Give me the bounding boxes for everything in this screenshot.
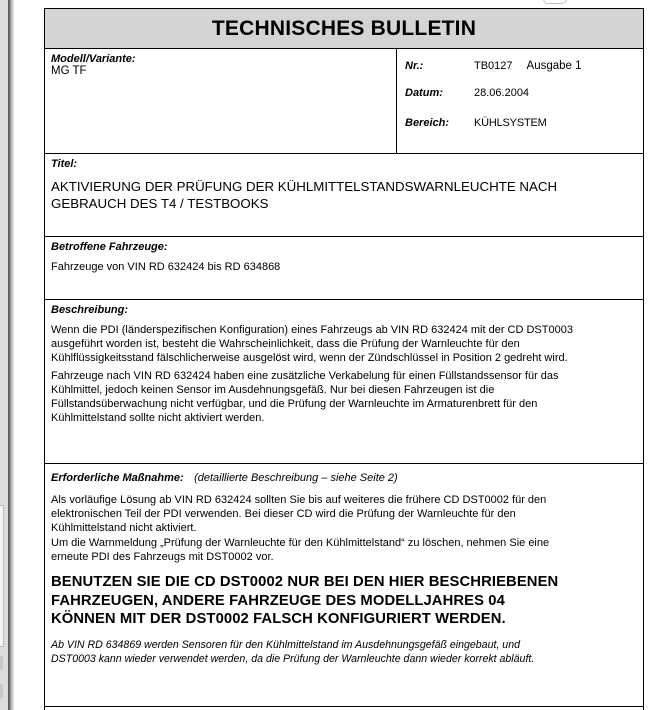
meta-cell bbox=[397, 49, 643, 153]
massnahme-section bbox=[45, 464, 643, 707]
nr-value: TB0127 bbox=[474, 60, 513, 72]
betroffene-label: Betroffene Fahrzeuge: bbox=[51, 241, 168, 253]
text-line: Wenn die PDI (länderspezifischen Konfiguration) eines Fahrzeugs ab VIN RD 632424 mit der CD DST0003 bbox=[51, 324, 573, 336]
datum-line bbox=[405, 78, 635, 108]
thumbnail-sidebar[interactable] bbox=[0, 0, 8, 710]
titel-text bbox=[51, 178, 637, 212]
beschreibung-label: Beschreibung: bbox=[51, 304, 129, 316]
text-line: Kühlmittel, jedoch keinen Sensor im Ausdehnungsgefäß. Nur bei diesen Fahrzeugen ist die bbox=[51, 383, 495, 396]
massnahme-sublabel: (detaillierte Beschreibung – siehe Seite 2) bbox=[194, 472, 398, 484]
toolbar-button-edge[interactable] bbox=[543, 0, 567, 4]
text-line: Füllstandsüberwachung nicht verfügbar, und die Prüfung der Warnleuchte im Armaturenbrett für den bbox=[51, 398, 538, 411]
text-line: Kühlflüssigkeitsstand fälschlicherweise ausgelöst wird, wenn der Zündschlüssel in Position 2 gedreht wird. bbox=[51, 352, 568, 365]
meta-row bbox=[45, 49, 643, 154]
betroffene-value: Fahrzeuge von VIN RD 632424 bis RD 634868 bbox=[51, 261, 281, 273]
modell-label: Modell/Variante: bbox=[51, 53, 136, 65]
titel-label: Titel: bbox=[51, 158, 78, 170]
warning-line: KÖNNEN MIT DER DST0002 FALSCH KONFIGURIERT WERDEN. bbox=[51, 611, 506, 628]
nr-label: Nr.: bbox=[405, 60, 424, 72]
text-line: Fahrzeuge nach VIN RD 632424 haben eine zusätzliche Verkabelung für einen Füllstandssensor für das bbox=[51, 369, 559, 382]
modell-cell bbox=[45, 49, 397, 153]
bereich-label: Bereich: bbox=[405, 117, 450, 129]
betroffene-section bbox=[45, 237, 643, 300]
text-line: Kühlmittelstand nicht aktiviert. bbox=[51, 522, 197, 535]
text-line: erneute PDI des Fahrzeugs mit DST0002 vor. bbox=[51, 550, 274, 563]
sidebar-splitter[interactable] bbox=[8, 0, 14, 710]
warning-text bbox=[51, 573, 637, 629]
italic-note bbox=[51, 638, 637, 666]
bereich-value: KÜHLSYSTEM bbox=[474, 117, 547, 129]
bulletin-page bbox=[44, 8, 644, 710]
ausgabe-value: Ausgabe 1 bbox=[526, 60, 582, 72]
datum-label: Datum: bbox=[405, 87, 443, 99]
note-line: Ab VIN RD 634869 werden Sensoren für den Kühlmittelstand im Ausdehnungsgefäß eingebaut, und bbox=[51, 638, 520, 651]
page-thumbnail[interactable] bbox=[0, 505, 4, 647]
bereich-line bbox=[405, 108, 635, 138]
massnahme-paragraph bbox=[51, 493, 637, 564]
text-line: Als vorläufige Lösung ab VIN RD 632424 sollten Sie bis auf weiteres die frühere CD DST0002 für den bbox=[51, 494, 547, 506]
text-line: ausgeführt worden ist, besteht die Wahrscheinlichkeit, dass die Prüfung der Warnleuchte für den bbox=[51, 338, 520, 351]
massnahme-label: Erforderliche Maßnahme: bbox=[51, 472, 184, 484]
nr-line bbox=[405, 54, 635, 78]
text-line: Um die Warnmeldung „Prüfung der Warnleuchte für den Kühlmittelstand“ zu löschen, nehmen Sie eine bbox=[51, 536, 550, 549]
massnahme-heading bbox=[51, 468, 637, 486]
warning-line: BENUTZEN SIE DIE CD DST0002 NUR BEI DEN HIER BESCHRIEBENEN bbox=[51, 574, 559, 591]
titel-line: GEBRAUCH DES T4 / TESTBOOKS bbox=[51, 196, 269, 211]
text-line: Kühlmittelstand sollte nicht aktiviert werden. bbox=[51, 412, 265, 425]
beschreibung-paragraph bbox=[51, 323, 637, 366]
beschreibung-paragraph bbox=[51, 369, 637, 426]
warning-line: FAHRZEUGEN, ANDERE FAHRZEUGE DES MODELLJAHRES 04 bbox=[51, 592, 505, 609]
beschreibung-section bbox=[45, 300, 643, 464]
modell-value: MG TF bbox=[51, 65, 87, 77]
note-line: DST0003 kann wieder verwendet werden, da die Prüfung der Warnleuchte dann wieder korrekt abläuft. bbox=[51, 652, 535, 665]
titel-section bbox=[45, 154, 643, 237]
bulletin-header bbox=[45, 9, 643, 49]
sidebar-button[interactable] bbox=[0, 684, 3, 698]
page-title: TECHNISCHES BULLETIN bbox=[211, 17, 477, 40]
datum-value: 28.06.2004 bbox=[474, 87, 530, 99]
titel-line: AKTIVIERUNG DER PRÜFUNG DER KÜHLMITTELSTANDSWARNLEUCHTE NACH bbox=[51, 179, 558, 194]
sidebar-button[interactable] bbox=[0, 656, 3, 670]
text-line: elektronischen Teil der PDI verwenden. Bei dieser CD wird die Prüfung der Warnleuchte für den bbox=[51, 508, 516, 521]
